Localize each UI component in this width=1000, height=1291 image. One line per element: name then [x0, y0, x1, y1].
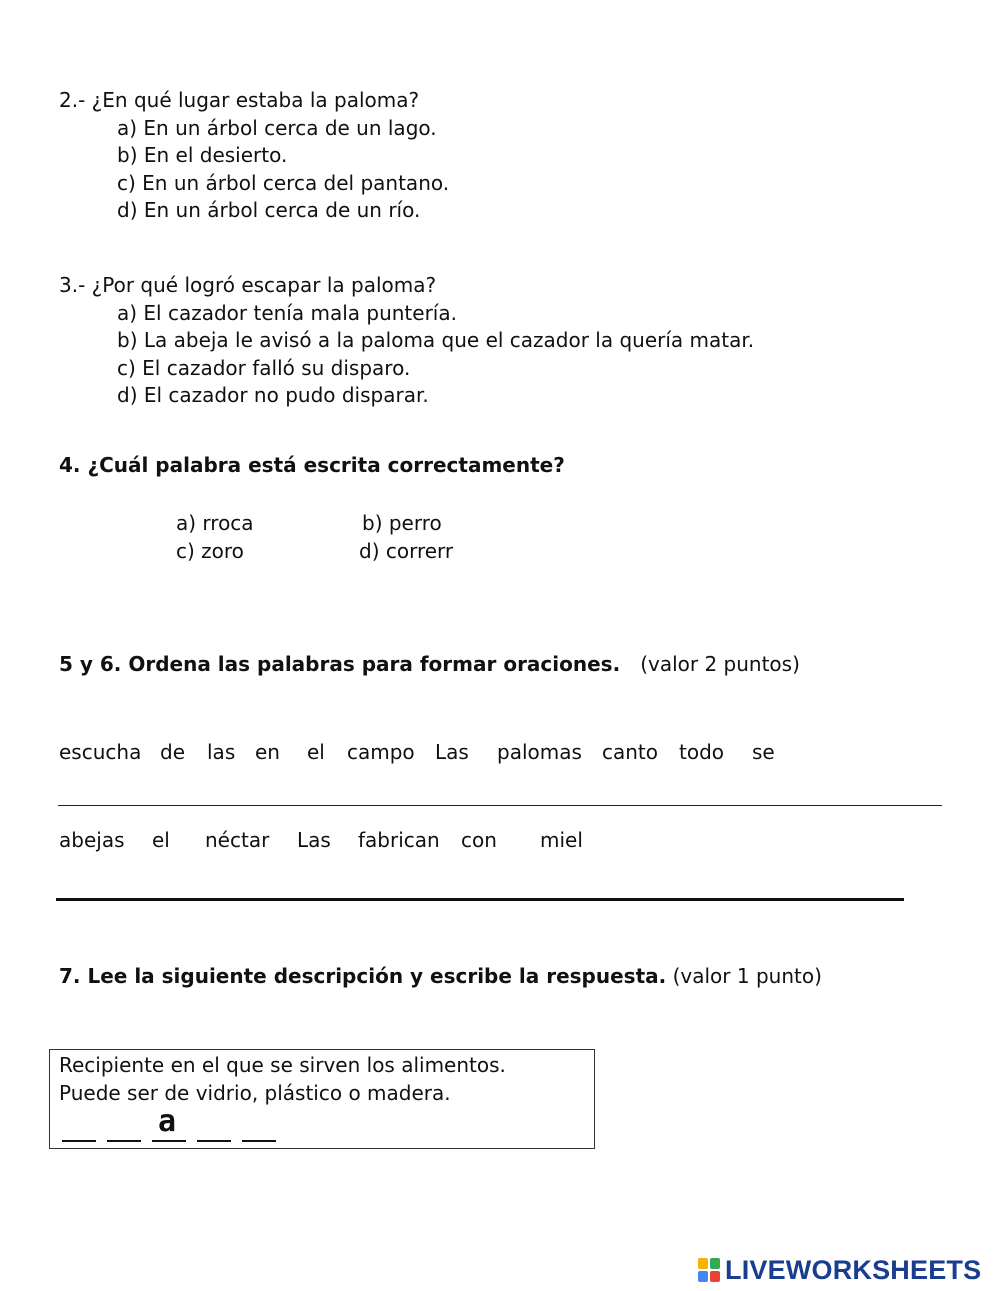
question-7-heading	[59, 964, 822, 988]
word[interactable]: néctar	[205, 828, 270, 852]
q3-option-c: c) El cazador falló su disparo.	[117, 356, 411, 380]
q2-option-a: a) En un árbol cerca de un lago.	[117, 116, 437, 140]
word[interactable]: escucha	[59, 740, 142, 764]
question-3: 3.- ¿Por qué logró escapar la paloma?	[59, 273, 437, 297]
given-letter: a	[158, 1104, 177, 1139]
word[interactable]: en	[255, 740, 280, 764]
word[interactable]: se	[752, 740, 775, 764]
question-2: 2.- ¿En qué lugar estaba la paloma?	[59, 88, 420, 112]
word[interactable]: campo	[347, 740, 415, 764]
word[interactable]: abejas	[59, 828, 125, 852]
q3-option-a: a) El cazador tenía mala puntería.	[117, 301, 457, 325]
q4-option-b: b) perro	[362, 511, 442, 535]
q3-option-d: d) El cazador no pudo disparar.	[117, 383, 429, 407]
question-5-6-heading	[59, 652, 800, 676]
q4-option-a: a) rroca	[176, 511, 254, 535]
question-7-value: (valor 1 punto)	[672, 964, 822, 988]
letter-blank-3[interactable]	[152, 1140, 186, 1142]
word[interactable]: el	[307, 740, 325, 764]
q2-option-d: d) En un árbol cerca de un río.	[117, 198, 421, 222]
word[interactable]: fabrican	[358, 828, 440, 852]
question-7-title: 7. Lee la siguiente descripción y escribe la respuesta.	[59, 964, 667, 988]
word[interactable]: todo	[679, 740, 725, 764]
word[interactable]: Las	[297, 828, 331, 852]
q4-option-d: d) correrr	[359, 539, 454, 563]
word[interactable]: las	[207, 740, 236, 764]
word[interactable]: de	[160, 740, 185, 764]
word[interactable]: canto	[602, 740, 659, 764]
word[interactable]: Las	[435, 740, 469, 764]
description-line-2: Puede ser de vidrio, plástico o madera.	[59, 1081, 451, 1105]
liveworksheets-logo-icon	[697, 1257, 721, 1283]
q4-option-c: c) zoro	[176, 539, 244, 563]
word[interactable]: el	[152, 828, 170, 852]
question-5-6-title: 5 y 6. Ordena las palabras para formar oraciones.	[59, 652, 621, 676]
description-line-1: Recipiente en el que se sirven los alimentos.	[59, 1053, 506, 1077]
answer-line-1[interactable]	[58, 805, 942, 806]
question-5-6-value: (valor 2 puntos)	[640, 652, 800, 676]
word[interactable]: con	[461, 828, 497, 852]
question-4: 4. ¿Cuál palabra está escrita correctamente?	[59, 453, 565, 477]
answer-line-2[interactable]	[56, 898, 904, 901]
q2-option-b: b) En el desierto.	[117, 143, 288, 167]
q3-option-b: b) La abeja le avisó a la paloma que el cazador la quería matar.	[117, 328, 755, 352]
letter-blank-4[interactable]	[197, 1140, 231, 1142]
letter-blank-5[interactable]	[242, 1140, 276, 1142]
q2-option-c: c) En un árbol cerca del pantano.	[117, 171, 450, 195]
letter-blank-1[interactable]	[62, 1140, 96, 1142]
word[interactable]: miel	[540, 828, 583, 852]
word[interactable]: palomas	[497, 740, 582, 764]
brand-name: LIVEWORKSHEETS	[725, 1254, 982, 1285]
liveworksheets-logo	[697, 1255, 981, 1285]
letter-blank-2[interactable]	[107, 1140, 141, 1142]
